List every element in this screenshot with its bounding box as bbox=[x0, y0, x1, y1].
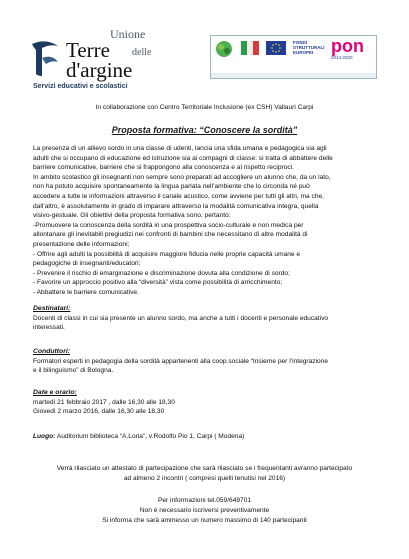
intro-paragraph bbox=[33, 144, 377, 298]
fondi-line: FONDI bbox=[293, 40, 307, 45]
intro-line: La presenza di un allievo sordo in una classe di udenti, lancia una sfida umana e pedagogica sia agli bbox=[33, 145, 327, 152]
date-heading: Date e orario: bbox=[33, 389, 77, 396]
intro-line: In ambito scolastico gli insegnanti non sempre sono preparati ad accogliere un alunno che, da un lato, bbox=[33, 173, 331, 181]
intro-line: dall’altro, è assolutamente in grado di imparare attraverso la modalità comunicativa integra, quella bbox=[33, 202, 319, 210]
intro-line: barriere comunicative, barriere che si frappongono alla conoscenza e al rispetto reciproci. bbox=[33, 164, 294, 172]
terre-dargine-logo-mark bbox=[28, 36, 62, 78]
attestato-line: Verrà rilasciato un attestato di partecipazione che sarà rilasciato se i frequentanti avranno partecipato bbox=[56, 465, 353, 472]
fondi-line: STRUTTURALI bbox=[293, 44, 325, 50]
logo-unione: Unione bbox=[110, 27, 146, 41]
luogo-section bbox=[33, 432, 377, 442]
info-section bbox=[0, 496, 409, 526]
pon-years: 2014-2020 bbox=[331, 55, 353, 60]
intro-line: allontanare gli inevitabili pregiudizi nei confronti di bambini che necessitano di altre modalità di bbox=[33, 231, 308, 239]
pon-text: pon bbox=[331, 36, 364, 56]
conduttori-line: e il bilinguismo” di Bologna. bbox=[33, 367, 114, 375]
date-section bbox=[33, 388, 377, 417]
leaf-emblem-icon bbox=[214, 39, 234, 59]
logo-terre: Terre bbox=[66, 38, 110, 62]
destinatari-section bbox=[33, 304, 377, 333]
intro-line: - Offrire agli adulti la possibilità di acquisire maggiore fiducia nelle proprie capacità umane e bbox=[33, 250, 301, 258]
intro-line: accedere a tutte le informazioni attraverso il canale acustico, come avviene per tutti gli altri, ma che, bbox=[33, 192, 324, 200]
logo-argine: d'argine bbox=[66, 58, 133, 82]
conduttori-line: Formatori esperti in pedagogia della sordità appartenenti alla coop.sociale “Insieme per l’integrazione bbox=[33, 357, 329, 365]
luogo-label: Luogo: bbox=[33, 433, 56, 440]
pon-logo bbox=[331, 36, 373, 70]
intro-line: adulti che si occupano di educazione ed istruzione sia ai compagni di classe: si tratta di abbattere delle bbox=[33, 154, 333, 162]
intro-line: - Abbattere le barriere comunicative. bbox=[33, 288, 139, 296]
fondi-strutturali-text bbox=[293, 41, 329, 75]
luogo-text: Auditorium biblioteca “A.Loria”, v.Rodolfo Pio 1, Carpi ( Modena) bbox=[55, 433, 245, 440]
page-title: Proposta formativa: “Conoscere la sordità” bbox=[111, 125, 298, 135]
services-label: Servizi educativi e scolastici bbox=[33, 83, 128, 90]
date-line: Giovedì 2 marzo 2016, dalle 16,30 alle 18,30 bbox=[33, 408, 165, 416]
intro-line: pedagogiche di insegnanti/educatori; bbox=[33, 260, 141, 268]
collaboration-line: In collaborazione con Centro Territoriale Inclusione (ex CSH) Vallauri Carpi bbox=[95, 104, 314, 111]
intro-line: -Promuovere la conoscenza della sordità in una prospettiva socio-culturale e non medica per bbox=[33, 221, 304, 229]
intro-line: visivo-gestuale. Gli obiettivi della proposta formativa sono, pertanto: bbox=[33, 212, 231, 220]
destinatari-line: interessati. bbox=[33, 324, 65, 332]
attestato-line: ad almeno 2 incontri ( compresi quelli tenutisi nel 2016) bbox=[123, 474, 286, 482]
eu-funding-banner bbox=[210, 35, 377, 79]
conduttori-heading: Conduttori: bbox=[33, 348, 70, 355]
intro-line: - Favorire un approccio positivo alla “diversità” vista come possibilità di arricchimento; bbox=[33, 279, 283, 287]
logo-delle: delle bbox=[132, 47, 152, 58]
destinatari-heading: Destinatari: bbox=[33, 305, 71, 312]
italian-emblem-icon bbox=[241, 41, 259, 55]
intro-line: presentazione delle informazioni; bbox=[33, 240, 130, 248]
info-no-registration: Non è necessario iscriversi preventivamente bbox=[139, 507, 270, 514]
banner-footer bbox=[211, 73, 376, 78]
info-phone: Per informazioni tel.059/649701 bbox=[157, 497, 252, 504]
intro-line: - Prevenire il rischio di emarginazione e discriminazione dovuta alla condizione di sordo; bbox=[33, 269, 290, 277]
eu-flag-icon bbox=[266, 41, 286, 55]
intro-line: non ha potuto acquisire spontaneamente la lingua parlata nell’ambiente che lo circonda né può bbox=[33, 183, 310, 191]
date-line: martedì 21 febbraio 2017 , dalle 16,30 alle 18,30 bbox=[33, 398, 175, 406]
attestato-section bbox=[0, 464, 409, 483]
info-max-participants: Si informa che sarà ammesso un numero massimo di 140 partecipanti bbox=[102, 517, 307, 524]
destinatari-line: Docenti di classi in cui sia presente un alunno sordo, ma anche a tutti i docenti e personale educativo bbox=[33, 314, 329, 322]
conduttori-section bbox=[33, 347, 377, 376]
fondi-line: EUROPEI bbox=[293, 49, 314, 55]
